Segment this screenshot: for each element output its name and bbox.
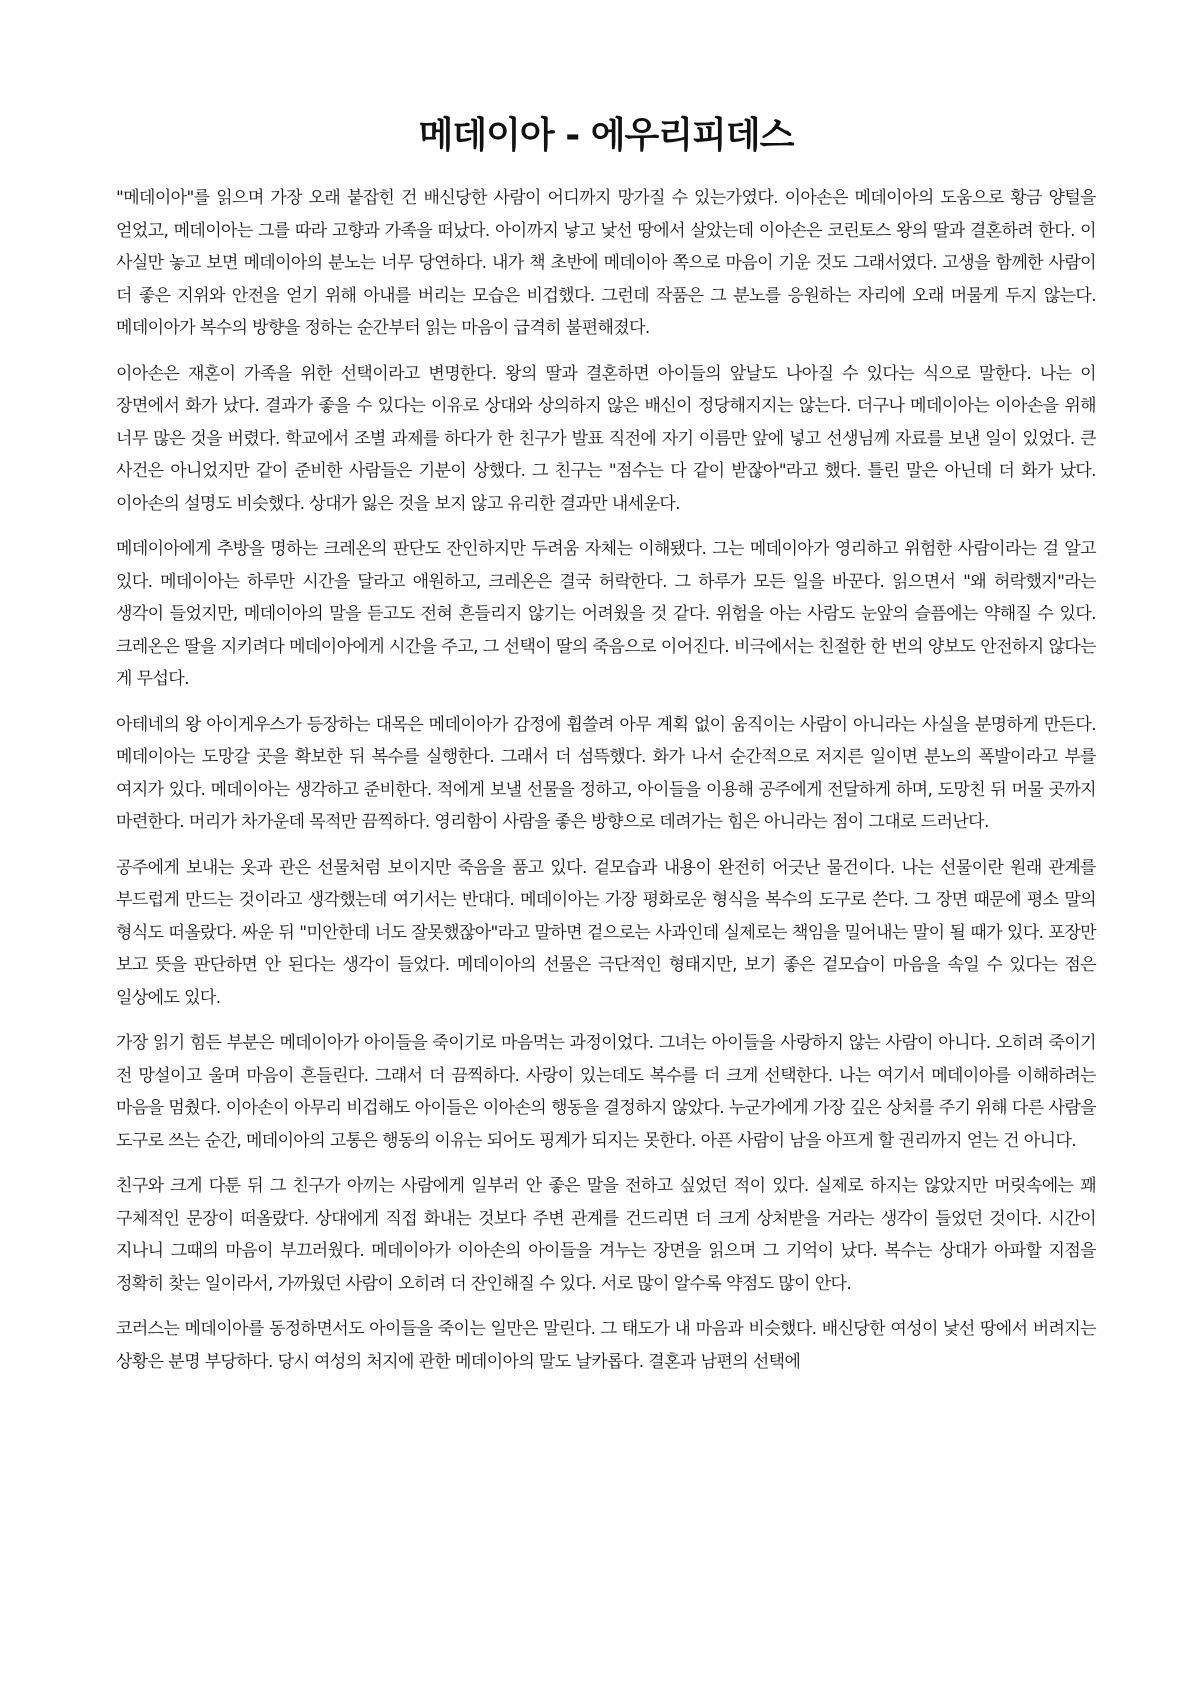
paragraph: 아테네의 왕 아이게우스가 등장하는 대목은 메데이아가 감정에 휩쓸려 아무 계획 없이 움직이는 사람이 아니라는 사실을 분명하게 만든다. 메데이아는 도망갈 곳을 확보한 뒤 복수를 실행한다. 그래서 더 섬뜩했다. 화가 나서 순간적으로 저지른 일이면 분노의 폭발이라고 부를 여지가 있다. 메데이아는 생각하고 준비한다. 적에게 보낼 선물을 정하고, 아이들을 이용해 공주에게 전달하게 하며, 도망친 뒤 머물 곳까지 마련한다. 머리가 차가운데 목적만 끔찍하다. 영리함이 사람을 좋은 방향으로 데려가는 힘은 아니라는 점이 그대로 드러난다. [116, 714, 1096, 832]
paragraph: 공주에게 보내는 옷과 관은 선물처럼 보이지만 죽음을 품고 있다. 겉모습과 내용이 완전히 어긋난 물건이다. 나는 선물이란 원래 관계를 부드럽게 만드는 것이라고 생각했는데 여기서는 반대다. 메데이아는 가장 평화로운 형식을 복수의 도구로 쓴다. 그 장면 때문에 평소 말의 형식도 떠올랐다. 싸운 뒤 "미안한데 너도 잘못했잖아"라고 말하면 겉으로는 사과인데 실제로는 책임을 밀어내는 말이 될 때가 있다. 포장만 보고 뜻을 판단하면 안 된다는 생각이 들었다. 메데이아의 선물은 극단적인 형태지만, 보기 좋은 겉모습이 마음을 속일 수 있다는 점은 일상에도 있다. [116, 857, 1096, 1008]
paragraph: 메데이아에게 추방을 명하는 크레온의 판단도 잔인하지만 두려움 자체는 이해됐다. 그는 메데이아가 영리하고 위험한 사람이라는 걸 알고 있다. 메데이아는 하루만 시간을 달라고 애원하고, 크레온은 결국 허락한다. 그 하루가 모든 일을 바꾼다. 읽으면서 "왜 허락했지"라는 생각이 들었지만, 메데이아의 말을 듣고도 전혀 흔들리지 않기는 어려웠을 것 같다. 위험을 아는 사람도 눈앞의 슬픔에는 약해질 수 있다. 크레온은 딸을 지키려다 메데이아에게 시간을 주고, 그 선택이 딸의 죽음으로 이어진다. 비극에서는 친절한 한 번의 양보도 안전하지 않다는 게 무섭다. [116, 539, 1096, 689]
paragraph: 가장 읽기 힘든 부분은 메데이아가 아이들을 죽이기로 마음먹는 과정이었다. 그녀는 아이들을 사랑하지 않는 사람이 아니다. 오히려 죽이기 전 망설이고 울며 마음이 흔들린다. 그래서 더 끔찍하다. 사랑이 있는데도 복수를 더 크게 선택한다. 나는 여기서 메데이아를 이해하려는 마음을 멈췄다. 이아손이 아무리 비겁해도 아이들은 이아손의 행동을 결정하지 않았다. 누군가에게 가장 깊은 상처를 주기 위해 다른 사람을 도구로 쓰는 순간, 메데이아의 고통은 행동의 이유는 되어도 핑계가 되지는 못한다. 아픈 사람이 남을 아프게 할 권리까지 얻는 건 아니다. [116, 1033, 1096, 1151]
paragraph: 이아손은 재혼이 가족을 위한 선택이라고 변명한다. 왕의 딸과 결혼하면 아이들의 앞날도 나아질 수 있다는 식으로 말한다. 나는 이 장면에서 화가 났다. 결과가 좋을 수 있다는 이유로 상대와 상의하지 않은 배신이 정당해지지는 않는다. 더구나 메데이아는 이아손을 위해 너무 많은 것을 버렸다. 학교에서 조별 과제를 하다가 한 친구가 발표 직전에 자기 이름만 앞에 넣고 선생님께 자료를 보낸 일이 있었다. 큰 사건은 아니었지만 같이 준비한 사람들은 기분이 상했다. 그 친구는 "점수는 다 같이 받잖아"라고 했다. 틀린 말은 아닌데 더 화가 났다. 이아손의 설명도 비슷했다. 상대가 잃은 것을 보지 않고 유리한 결과만 내세운다. [116, 363, 1096, 514]
paragraph: 코러스는 메데이아를 동정하면서도 아이들을 죽이는 일만은 말린다. 그 태도가 내 마음과 비슷했다. 배신당한 여성이 낯선 땅에서 버려지는 상황은 분명 부당하다. 당시 여성의 처지에 관한 메데이아의 말도 날카롭다. 결혼과 남편의 선택에 [116, 1319, 1096, 1372]
paragraph: "메데이아"를 읽으며 가장 오래 붙잡힌 건 배신당한 사람이 어디까지 망가질 수 있는가였다. 이아손은 메데이아의 도움으로 황금 양털을 얻었고, 메데이아는 그를 따라 고향과 가족을 떠났다. 아이까지 낳고 낯선 땅에서 살았는데 이아손은 코린토스 왕의 딸과 결혼하려 한다. 이 사실만 놓고 보면 메데이아의 분노는 너무 당연하다. 내가 책 초반에 메데이아 쪽으로 마음이 기운 것도 그래서였다. 고생을 함께한 사람이 더 좋은 지위와 안전을 얻기 위해 아내를 버리는 모습은 비겁했다. 그런데 작품은 그 분노를 응원하는 자리에 오래 머물게 두지 않는다. 메데이아가 복수의 방향을 정하는 순간부터 읽는 마음이 급격히 불편해졌다. [116, 188, 1096, 338]
paragraph: 친구와 크게 다툰 뒤 그 친구가 아끼는 사람에게 일부러 안 좋은 말을 전하고 싶었던 적이 있다. 실제로 하지는 않았지만 머릿속에는 꽤 구체적인 문장이 떠올랐다. 상대에게 직접 화내는 것보다 주변 관계를 건드리면 더 크게 상처받을 거라는 생각이 들었던 것이다. 시간이 지나니 그때의 마음이 부끄러웠다. 메데이아가 이아손의 아이들을 겨누는 장면을 읽으며 그 기억이 났다. 복수는 상대가 아파할 지점을 정확히 찾는 일이라서, 가까웠던 사람이 오히려 더 잔인해질 수 있다. 서로 많이 알수록 약점도 많이 안다. [116, 1176, 1096, 1294]
document-title: 메데이아 - 에우리피데스 [418, 115, 794, 156]
